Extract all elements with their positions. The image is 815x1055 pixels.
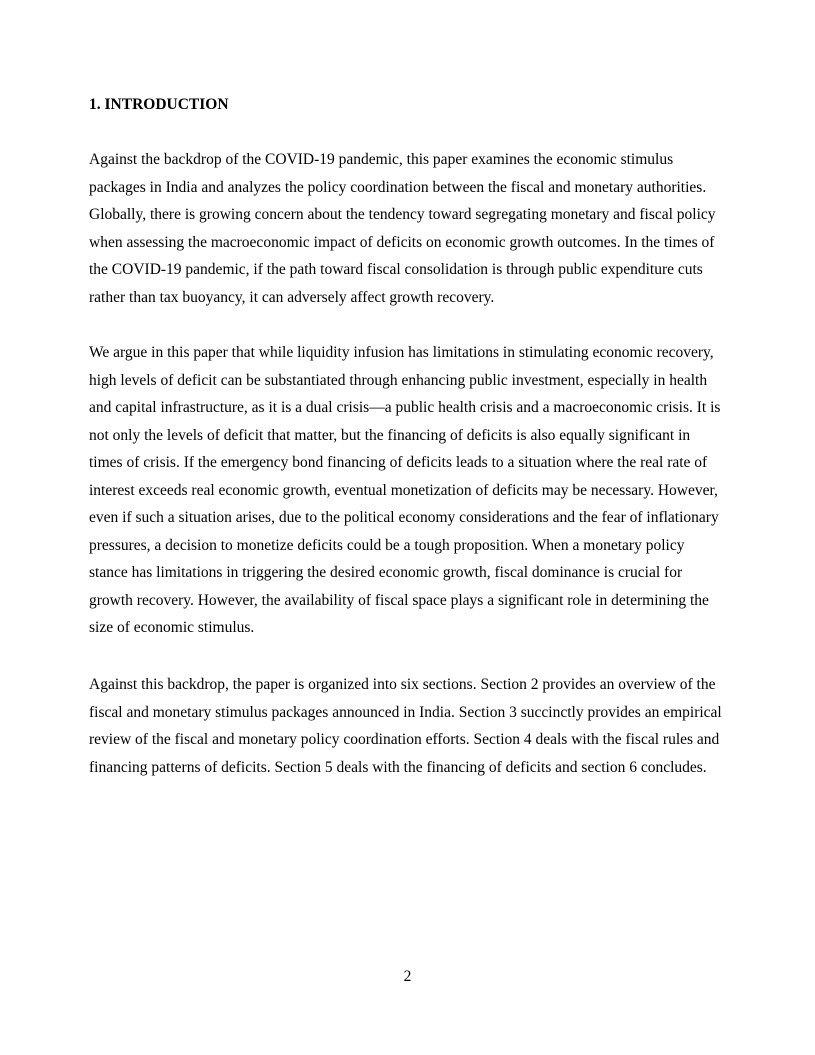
text-line: growth recovery. However, the availability of fiscal space plays a significant role in determining the <box>89 591 709 609</box>
text-line: packages in India and analyzes the policy coordination between the fiscal and monetary authorities. <box>89 178 707 196</box>
text-line: and capital infrastructure, as it is a dual crisis—a public health crisis and a macroeconomic crisis. It is <box>89 399 721 416</box>
text-line: review of the fiscal and monetary policy coordination efforts. Section 4 deals with the fiscal rules and <box>89 731 720 748</box>
text-line: when assessing the macroeconomic impact of deficits on economic growth outcomes. In the times of <box>89 233 715 251</box>
text-line: even if such a situation arises, due to the political economy considerations and the fear of inflationary <box>89 509 719 526</box>
text-line: rather than tax buoyancy, it can adversely affect growth recovery. <box>89 288 495 306</box>
text-line: high levels of deficit can be substantiated through enhancing public investment, especially in health <box>89 371 708 389</box>
paragraph-1 <box>89 146 749 311</box>
text-line: stance has limitations in triggering the desired economic growth, fiscal dominance is crucial for <box>89 564 683 581</box>
text-line: fiscal and monetary stimulus packages announced in India. Section 3 succinctly provides an empirical <box>89 703 722 721</box>
text-line: interest exceeds real economic growth, eventual monetization of deficits may be necessary. However, <box>89 481 718 499</box>
text-line: financing patterns of deficits. Section 5 deals with the financing of deficits and section 6 concludes. <box>89 758 707 776</box>
paragraph-3 <box>89 671 749 781</box>
text-line: size of economic stimulus. <box>89 619 255 636</box>
section-heading: 1. INTRODUCTION <box>89 96 229 113</box>
text-line: Against the backdrop of the COVID-19 pandemic, this paper examines the economic stimulus <box>89 151 674 168</box>
paragraph-2 <box>89 339 749 642</box>
text-line: times of crisis. If the emergency bond financing of deficits leads to a situation where the real rate of <box>89 454 708 471</box>
text-line: We argue in this paper that while liquidity infusion has limitations in stimulating economic recovery, <box>89 344 714 361</box>
page-number: 2 <box>403 968 412 985</box>
text-line: Against this backdrop, the paper is organized into six sections. Section 2 provides an overview of the <box>89 676 716 693</box>
text-line: pressures, a decision to monetize deficits could be a tough proposition. When a monetary policy <box>89 536 685 554</box>
text-line: Globally, there is growing concern about the tendency toward segregating monetary and fiscal policy <box>89 206 716 223</box>
text-line: not only the levels of deficit that matter, but the financing of deficits is also equally significant in <box>89 426 691 444</box>
text-line: the COVID-19 pandemic, if the path toward fiscal consolidation is through public expenditure cuts <box>89 261 703 278</box>
